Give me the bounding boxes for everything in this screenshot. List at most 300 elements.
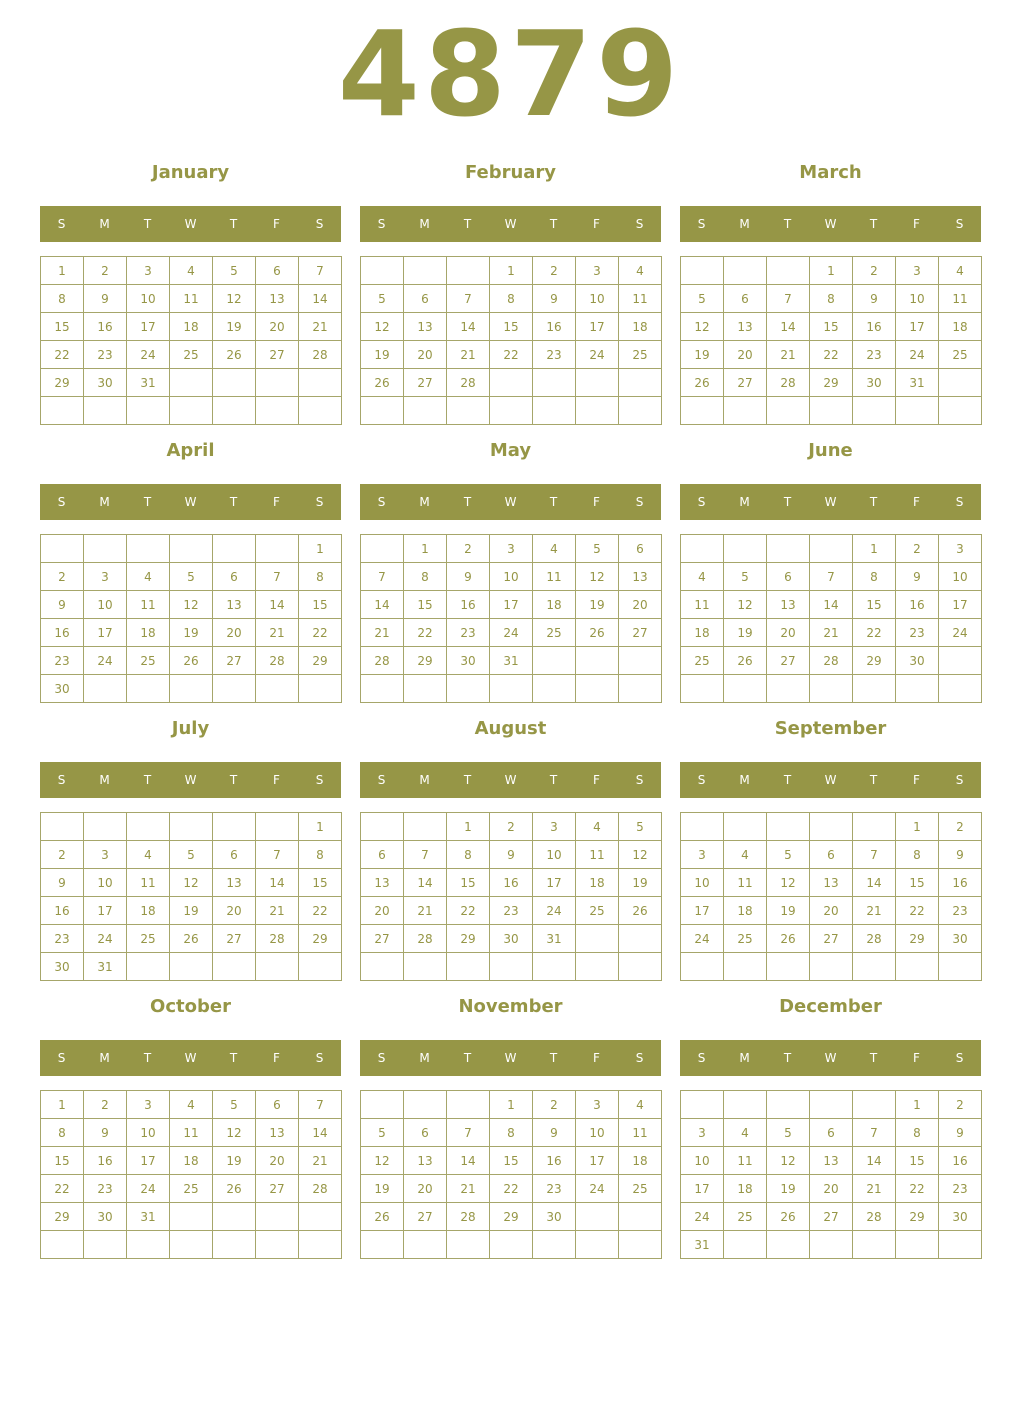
day-grid	[680, 534, 982, 703]
day-cell: 5	[170, 563, 213, 591]
weekday-header	[680, 484, 981, 520]
weekday-label: F	[593, 217, 600, 231]
day-grid	[680, 256, 982, 425]
day-cell: 29	[853, 647, 896, 675]
month-name: September	[774, 718, 887, 739]
day-cell	[810, 1231, 853, 1259]
weekday-label: F	[273, 1051, 280, 1065]
day-cell: 15	[299, 869, 342, 897]
day-cell: 25	[127, 647, 170, 675]
day-cell: 21	[256, 619, 299, 647]
day-cell: 7	[447, 1119, 490, 1147]
day-cell: 24	[681, 925, 724, 953]
day-cell	[896, 953, 939, 981]
day-cell: 24	[681, 1203, 724, 1231]
day-cell: 30	[84, 1203, 127, 1231]
day-cell: 16	[939, 1147, 982, 1175]
weekday-label: F	[913, 1051, 920, 1065]
weekday-label: T	[549, 773, 558, 787]
day-cell: 21	[447, 341, 490, 369]
day-cell: 15	[896, 869, 939, 897]
day-cell: 29	[41, 369, 84, 397]
day-cell: 3	[576, 1091, 619, 1119]
day-cell: 21	[256, 897, 299, 925]
day-cell: 10	[84, 591, 127, 619]
day-cell: 27	[256, 1175, 299, 1203]
weekday-label: S	[955, 495, 964, 509]
weekday-label: T	[229, 495, 238, 509]
day-cell: 1	[490, 257, 533, 285]
day-cell: 23	[533, 341, 576, 369]
day-cell: 26	[767, 1203, 810, 1231]
weekday-label: S	[635, 773, 644, 787]
day-cell: 20	[213, 619, 256, 647]
day-cell: 5	[170, 841, 213, 869]
day-cell	[256, 1203, 299, 1231]
day-cell	[256, 813, 299, 841]
day-cell: 7	[447, 285, 490, 313]
weekday-label: S	[377, 1051, 386, 1065]
weekday-label: F	[593, 1051, 600, 1065]
day-cell: 6	[767, 563, 810, 591]
day-cell: 17	[84, 619, 127, 647]
day-cell: 31	[127, 369, 170, 397]
month-name: October	[150, 996, 231, 1017]
weekday-label: T	[549, 1051, 558, 1065]
day-cell: 3	[490, 535, 533, 563]
day-cell: 19	[361, 341, 404, 369]
day-cell: 30	[84, 369, 127, 397]
day-cell: 27	[619, 619, 662, 647]
day-cell	[256, 397, 299, 425]
day-cell: 28	[810, 647, 853, 675]
day-grid	[360, 256, 662, 425]
day-cell	[213, 397, 256, 425]
day-cell: 14	[404, 869, 447, 897]
day-cell	[404, 953, 447, 981]
day-cell: 16	[41, 897, 84, 925]
weekday-label: T	[463, 495, 472, 509]
day-cell: 19	[213, 1147, 256, 1175]
day-cell: 22	[896, 1175, 939, 1203]
day-grid	[680, 1090, 982, 1259]
day-cell: 7	[256, 563, 299, 591]
day-cell: 11	[724, 869, 767, 897]
day-cell: 4	[681, 563, 724, 591]
day-cell: 3	[533, 813, 576, 841]
weekday-header	[40, 484, 341, 520]
day-cell: 9	[490, 841, 533, 869]
day-cell	[533, 675, 576, 703]
month-name: May	[489, 440, 532, 461]
day-cell	[213, 953, 256, 981]
day-cell: 18	[127, 897, 170, 925]
day-cell: 19	[724, 619, 767, 647]
day-cell	[533, 397, 576, 425]
weekday-label: T	[549, 217, 558, 231]
day-cell	[853, 1231, 896, 1259]
day-cell: 20	[619, 591, 662, 619]
weekday-label: M	[419, 773, 430, 787]
day-grid	[40, 534, 342, 703]
day-cell: 4	[724, 841, 767, 869]
day-cell: 24	[84, 925, 127, 953]
day-cell: 30	[447, 647, 490, 675]
day-cell: 25	[533, 619, 576, 647]
day-grid	[40, 812, 342, 981]
day-cell: 25	[724, 1203, 767, 1231]
weekday-label: S	[697, 1051, 706, 1065]
day-cell: 2	[533, 257, 576, 285]
day-cell	[724, 397, 767, 425]
day-cell	[170, 535, 213, 563]
day-cell: 23	[84, 1175, 127, 1203]
day-cell: 4	[170, 1091, 213, 1119]
weekday-label: T	[143, 1051, 152, 1065]
day-cell	[361, 675, 404, 703]
weekday-label: T	[143, 495, 152, 509]
day-cell: 19	[170, 897, 213, 925]
day-cell: 2	[41, 841, 84, 869]
day-cell: 23	[41, 647, 84, 675]
day-cell	[939, 953, 982, 981]
day-cell: 26	[213, 1175, 256, 1203]
month-name: January	[151, 162, 230, 183]
day-cell	[447, 953, 490, 981]
day-cell: 13	[724, 313, 767, 341]
day-cell: 17	[576, 313, 619, 341]
day-cell: 29	[447, 925, 490, 953]
weekday-header	[680, 206, 981, 242]
day-cell: 5	[213, 257, 256, 285]
day-cell: 19	[767, 1175, 810, 1203]
day-grid	[40, 256, 342, 425]
day-cell: 23	[896, 619, 939, 647]
day-cell	[533, 647, 576, 675]
day-grid	[40, 1090, 342, 1259]
day-cell: 19	[576, 591, 619, 619]
day-cell	[619, 675, 662, 703]
day-cell: 30	[41, 675, 84, 703]
day-cell: 21	[810, 619, 853, 647]
day-cell: 10	[576, 285, 619, 313]
weekday-label: W	[824, 495, 837, 509]
day-cell: 20	[213, 897, 256, 925]
day-cell: 13	[256, 285, 299, 313]
day-cell: 1	[490, 1091, 533, 1119]
day-cell: 26	[361, 1203, 404, 1231]
day-cell: 1	[853, 535, 896, 563]
day-cell: 2	[84, 1091, 127, 1119]
day-cell	[896, 1231, 939, 1259]
day-cell	[84, 397, 127, 425]
day-cell: 13	[767, 591, 810, 619]
weekday-label: T	[783, 1051, 792, 1065]
day-cell: 8	[490, 1119, 533, 1147]
day-cell: 22	[299, 897, 342, 925]
day-cell	[939, 397, 982, 425]
day-cell: 22	[447, 897, 490, 925]
day-cell: 27	[810, 1203, 853, 1231]
weekday-label: S	[377, 773, 386, 787]
day-cell	[127, 813, 170, 841]
day-cell: 14	[767, 313, 810, 341]
weekday-label: T	[229, 1051, 238, 1065]
day-cell: 12	[767, 869, 810, 897]
day-cell: 16	[533, 313, 576, 341]
day-cell: 4	[576, 813, 619, 841]
day-cell: 11	[533, 563, 576, 591]
day-cell: 12	[361, 1147, 404, 1175]
day-cell	[939, 675, 982, 703]
day-cell	[767, 535, 810, 563]
day-cell: 5	[767, 841, 810, 869]
day-cell	[299, 675, 342, 703]
day-cell: 10	[896, 285, 939, 313]
day-cell: 23	[533, 1175, 576, 1203]
day-cell: 26	[619, 897, 662, 925]
day-cell	[681, 397, 724, 425]
day-cell: 11	[127, 869, 170, 897]
day-cell: 24	[939, 619, 982, 647]
weekday-label: M	[99, 773, 110, 787]
day-cell: 15	[299, 591, 342, 619]
day-cell: 10	[84, 869, 127, 897]
day-cell: 26	[170, 647, 213, 675]
day-cell	[127, 675, 170, 703]
month-name: December	[779, 996, 882, 1017]
day-cell	[41, 535, 84, 563]
day-cell: 31	[490, 647, 533, 675]
day-cell: 24	[84, 647, 127, 675]
day-cell	[576, 647, 619, 675]
day-cell	[41, 397, 84, 425]
day-cell: 29	[810, 369, 853, 397]
day-cell: 16	[490, 869, 533, 897]
day-cell	[447, 1231, 490, 1259]
day-cell: 29	[896, 925, 939, 953]
day-cell	[447, 397, 490, 425]
day-cell: 25	[170, 1175, 213, 1203]
day-cell: 2	[84, 257, 127, 285]
day-cell	[724, 257, 767, 285]
day-cell: 22	[41, 341, 84, 369]
weekday-label: S	[315, 1051, 324, 1065]
day-cell: 24	[533, 897, 576, 925]
day-cell: 10	[127, 1119, 170, 1147]
day-cell: 31	[533, 925, 576, 953]
day-cell: 23	[447, 619, 490, 647]
month-name: July	[171, 718, 210, 739]
weekday-label: S	[955, 1051, 964, 1065]
day-cell: 6	[404, 285, 447, 313]
day-cell: 3	[681, 1119, 724, 1147]
day-cell: 25	[724, 925, 767, 953]
day-cell: 12	[681, 313, 724, 341]
day-cell: 21	[853, 1175, 896, 1203]
day-cell	[404, 675, 447, 703]
day-cell: 19	[361, 1175, 404, 1203]
day-cell: 27	[256, 341, 299, 369]
day-cell: 14	[853, 869, 896, 897]
day-cell: 18	[170, 313, 213, 341]
day-cell	[681, 813, 724, 841]
weekday-label: M	[99, 1051, 110, 1065]
day-cell: 1	[896, 1091, 939, 1119]
weekday-label: S	[697, 495, 706, 509]
day-cell	[724, 535, 767, 563]
day-cell: 5	[576, 535, 619, 563]
day-cell	[767, 1091, 810, 1119]
weekday-label: S	[315, 217, 324, 231]
day-cell: 2	[41, 563, 84, 591]
day-cell: 23	[853, 341, 896, 369]
day-cell: 15	[810, 313, 853, 341]
weekday-header	[40, 206, 341, 242]
day-cell	[767, 813, 810, 841]
day-cell: 3	[127, 1091, 170, 1119]
day-cell: 1	[810, 257, 853, 285]
day-cell: 8	[447, 841, 490, 869]
day-cell	[939, 647, 982, 675]
day-cell: 31	[681, 1231, 724, 1259]
weekday-label: M	[739, 495, 750, 509]
day-cell: 17	[896, 313, 939, 341]
day-cell	[213, 1231, 256, 1259]
weekday-label: F	[273, 773, 280, 787]
weekday-header	[680, 762, 981, 798]
day-cell	[299, 397, 342, 425]
day-cell	[361, 1231, 404, 1259]
weekday-label: T	[783, 495, 792, 509]
day-cell: 3	[84, 563, 127, 591]
day-cell: 28	[256, 925, 299, 953]
day-cell	[724, 813, 767, 841]
day-cell: 10	[939, 563, 982, 591]
day-cell	[490, 369, 533, 397]
day-cell: 11	[681, 591, 724, 619]
day-cell: 21	[299, 1147, 342, 1175]
day-cell: 28	[299, 341, 342, 369]
weekday-label: S	[377, 217, 386, 231]
day-cell: 20	[361, 897, 404, 925]
day-cell: 27	[213, 925, 256, 953]
day-cell: 24	[490, 619, 533, 647]
weekday-label: F	[593, 773, 600, 787]
day-cell: 27	[361, 925, 404, 953]
day-cell: 26	[724, 647, 767, 675]
weekday-header	[40, 762, 341, 798]
weekday-header	[360, 484, 661, 520]
day-cell: 2	[853, 257, 896, 285]
weekday-label: S	[57, 1051, 66, 1065]
day-cell	[810, 397, 853, 425]
day-cell	[681, 953, 724, 981]
weekday-label: M	[739, 773, 750, 787]
day-cell: 4	[533, 535, 576, 563]
day-cell: 15	[404, 591, 447, 619]
day-cell: 22	[490, 341, 533, 369]
day-cell: 8	[404, 563, 447, 591]
day-cell	[256, 675, 299, 703]
weekday-label: S	[697, 773, 706, 787]
day-cell	[853, 1091, 896, 1119]
month-name: April	[166, 440, 215, 461]
day-cell	[576, 925, 619, 953]
day-cell	[853, 397, 896, 425]
day-cell: 30	[533, 1203, 576, 1231]
weekday-header	[360, 1040, 661, 1076]
day-grid	[360, 534, 662, 703]
month-name: November	[458, 996, 563, 1017]
day-cell: 8	[853, 563, 896, 591]
day-cell: 18	[619, 1147, 662, 1175]
day-cell	[810, 813, 853, 841]
day-cell: 9	[533, 1119, 576, 1147]
weekday-label: T	[463, 1051, 472, 1065]
day-cell: 30	[939, 925, 982, 953]
weekday-header	[360, 206, 661, 242]
day-cell: 7	[853, 1119, 896, 1147]
day-cell	[41, 813, 84, 841]
day-cell: 27	[404, 1203, 447, 1231]
weekday-label: S	[955, 217, 964, 231]
day-cell: 26	[170, 925, 213, 953]
day-cell: 8	[490, 285, 533, 313]
day-cell	[361, 257, 404, 285]
day-cell: 1	[404, 535, 447, 563]
day-cell: 7	[767, 285, 810, 313]
day-cell: 20	[256, 1147, 299, 1175]
day-cell: 18	[170, 1147, 213, 1175]
day-cell	[361, 397, 404, 425]
day-cell	[853, 675, 896, 703]
month-name: March	[799, 162, 862, 183]
day-cell: 1	[41, 257, 84, 285]
day-cell: 6	[361, 841, 404, 869]
day-cell: 9	[447, 563, 490, 591]
day-cell: 12	[213, 285, 256, 313]
day-cell: 26	[576, 619, 619, 647]
day-cell: 22	[853, 619, 896, 647]
day-cell: 30	[41, 953, 84, 981]
day-cell: 25	[619, 1175, 662, 1203]
day-cell: 18	[619, 313, 662, 341]
day-cell: 27	[767, 647, 810, 675]
day-cell	[170, 1231, 213, 1259]
weekday-label: T	[229, 217, 238, 231]
day-cell: 14	[299, 1119, 342, 1147]
day-cell	[404, 1091, 447, 1119]
month-name: June	[808, 440, 853, 461]
day-cell: 28	[853, 1203, 896, 1231]
day-cell: 5	[213, 1091, 256, 1119]
day-cell: 11	[724, 1147, 767, 1175]
day-cell: 9	[41, 591, 84, 619]
day-cell	[767, 257, 810, 285]
day-cell	[490, 397, 533, 425]
day-cell: 7	[299, 257, 342, 285]
day-cell: 15	[853, 591, 896, 619]
day-cell: 6	[213, 841, 256, 869]
day-cell: 19	[619, 869, 662, 897]
weekday-label: T	[463, 217, 472, 231]
day-cell: 9	[84, 285, 127, 313]
day-cell: 4	[939, 257, 982, 285]
day-cell: 17	[576, 1147, 619, 1175]
day-cell	[896, 397, 939, 425]
day-cell	[533, 953, 576, 981]
